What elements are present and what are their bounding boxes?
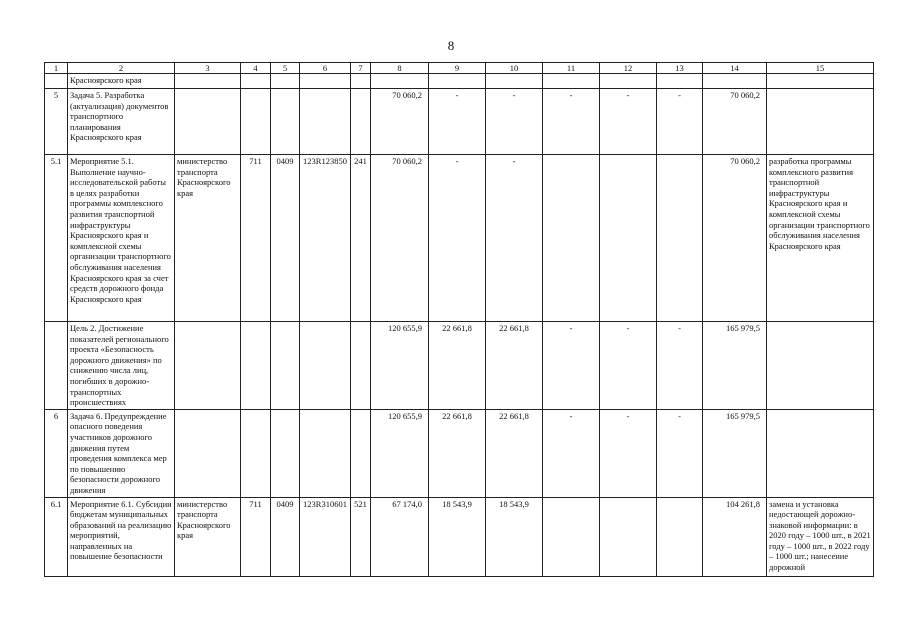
cell-result bbox=[767, 322, 874, 410]
cell-col12: - bbox=[600, 89, 657, 155]
cell-col13 bbox=[657, 155, 703, 322]
header-cell-8: 8 bbox=[371, 63, 429, 74]
table-row-cont bbox=[45, 74, 874, 89]
cell-result bbox=[767, 409, 874, 497]
cell-name: Цель 2. Достижение показателей регионального проекта «Безопасность дорожного движения» по снижению числа лиц, погибших в дорожно-транспортных происшествиях bbox=[68, 322, 175, 410]
cell-result bbox=[767, 89, 874, 155]
cell-num: 5 bbox=[45, 89, 68, 155]
cell-csr bbox=[300, 74, 351, 89]
cell-y2022: - bbox=[486, 155, 543, 322]
header-cell-13: 13 bbox=[657, 63, 703, 74]
cell-y2020: 67 174,0 bbox=[371, 497, 429, 576]
cell-y2021: 18 543,9 bbox=[429, 497, 486, 576]
cell-csr: 123R310601 bbox=[300, 497, 351, 576]
cell-num: 6.1 bbox=[45, 497, 68, 576]
cell-col12 bbox=[600, 74, 657, 89]
cell-y2020: 70 060,2 bbox=[371, 155, 429, 322]
cell-y2020: 120 655,9 bbox=[371, 322, 429, 410]
cell-grbs bbox=[241, 89, 271, 155]
cell-grbs bbox=[241, 322, 271, 410]
cell-col11 bbox=[543, 155, 600, 322]
cell-vr: 521 bbox=[351, 497, 371, 576]
cell-name: Мероприятие 6.1. Субсидии бюджетам муниципальных образований на реализацию мероприятий, направленных на повышение безопасности bbox=[68, 497, 175, 576]
cell-col11 bbox=[543, 497, 600, 576]
cell-rzpr: 0409 bbox=[271, 155, 300, 322]
table-row-m51 bbox=[45, 155, 874, 322]
cell-y2021: 22 661,8 bbox=[429, 409, 486, 497]
cell-grbs: 711 bbox=[241, 497, 271, 576]
cell-name: Задача 6. Предупреждение опасного поведения участников дорожного движения путем проведения комплекса мер по повышению безопасности дорожного движения bbox=[68, 409, 175, 497]
table-row-m61 bbox=[45, 497, 874, 576]
cell-num bbox=[45, 74, 68, 89]
table-row-goal2 bbox=[45, 322, 874, 410]
cell-executor: министерство транспорта Красноярского края bbox=[175, 155, 241, 322]
cell-col13: - bbox=[657, 409, 703, 497]
cell-num: 5.1 bbox=[45, 155, 68, 322]
cell-executor bbox=[175, 409, 241, 497]
cell-col13 bbox=[657, 74, 703, 89]
table-row-task5 bbox=[45, 89, 874, 155]
cell-total: 165 979,5 bbox=[703, 322, 767, 410]
header-cell-14: 14 bbox=[703, 63, 767, 74]
cell-result bbox=[767, 74, 874, 89]
cell-rzpr bbox=[271, 409, 300, 497]
cell-col11 bbox=[543, 74, 600, 89]
cell-result: разработка программы комплексного развития транспортной инфраструктуры Красноярского края и комплексной схемы организации транспортного обслуживания населения Красноярского края bbox=[767, 155, 874, 322]
header-cell-15: 15 bbox=[767, 63, 874, 74]
cell-vr bbox=[351, 409, 371, 497]
cell-name: Задача 5. Разработка (актуализация) документов транспортного планирования Красноярского края bbox=[68, 89, 175, 155]
cell-y2020: 120 655,9 bbox=[371, 409, 429, 497]
cell-total: 70 060,2 bbox=[703, 89, 767, 155]
header-cell-7: 7 bbox=[351, 63, 371, 74]
cell-num bbox=[45, 322, 68, 410]
cell-executor bbox=[175, 322, 241, 410]
cell-vr: 241 bbox=[351, 155, 371, 322]
cell-y2021: 22 661,8 bbox=[429, 322, 486, 410]
header-cell-1: 1 bbox=[45, 63, 68, 74]
cell-col13: - bbox=[657, 322, 703, 410]
cell-col11: - bbox=[543, 409, 600, 497]
cell-col12 bbox=[600, 497, 657, 576]
header-cell-5: 5 bbox=[271, 63, 300, 74]
cell-result: замена и установка недостающей дорожно-знаковой информации: в 2020 году – 1000 шт., в 2021 году – 1000 шт., в 2022 году – 1000 шт.; нанесение дорожной bbox=[767, 497, 874, 576]
cell-name: Красноярского края bbox=[68, 74, 175, 89]
cell-rzpr: 0409 bbox=[271, 497, 300, 576]
cell-rzpr bbox=[271, 74, 300, 89]
cell-grbs bbox=[241, 74, 271, 89]
cell-y2022: - bbox=[486, 89, 543, 155]
table-row-task6 bbox=[45, 409, 874, 497]
cell-name: Мероприятие 5.1. Выполнение научно-исследовательской работы в целях разработки программы комплексного развития транспортной инфраструктуры Красноярского края и комплексной схемы организации транспортного обслуживания населения Красноярского края за счет средств дорожного фонда Красноярского края bbox=[68, 155, 175, 322]
cell-csr bbox=[300, 89, 351, 155]
cell-col12: - bbox=[600, 322, 657, 410]
cell-y2022: 18 543,9 bbox=[486, 497, 543, 576]
cell-col11: - bbox=[543, 89, 600, 155]
cell-rzpr bbox=[271, 89, 300, 155]
cell-executor: министерство транспорта Красноярского края bbox=[175, 497, 241, 576]
cell-rzpr bbox=[271, 322, 300, 410]
cell-col13 bbox=[657, 497, 703, 576]
cell-y2020 bbox=[371, 74, 429, 89]
cell-grbs: 711 bbox=[241, 155, 271, 322]
cell-col11: - bbox=[543, 322, 600, 410]
cell-col12: - bbox=[600, 409, 657, 497]
page-number: 8 bbox=[447, 38, 455, 53]
cell-y2021: - bbox=[429, 155, 486, 322]
cell-y2022 bbox=[486, 74, 543, 89]
header-cell-3: 3 bbox=[175, 63, 241, 74]
cell-total: 165 979,5 bbox=[703, 409, 767, 497]
cell-total bbox=[703, 74, 767, 89]
header-cell-9: 9 bbox=[429, 63, 486, 74]
cell-y2022: 22 661,8 bbox=[486, 409, 543, 497]
cell-vr bbox=[351, 74, 371, 89]
cell-col12 bbox=[600, 155, 657, 322]
cell-y2021 bbox=[429, 74, 486, 89]
cell-csr: 123R123850 bbox=[300, 155, 351, 322]
cell-col13: - bbox=[657, 89, 703, 155]
header-cell-6: 6 bbox=[300, 63, 351, 74]
cell-y2022: 22 661,8 bbox=[486, 322, 543, 410]
header-cell-12: 12 bbox=[600, 63, 657, 74]
cell-csr bbox=[300, 409, 351, 497]
cell-y2021: - bbox=[429, 89, 486, 155]
cell-total: 104 261,8 bbox=[703, 497, 767, 576]
budget-table bbox=[44, 62, 874, 577]
cell-executor bbox=[175, 74, 241, 89]
header-cell-4: 4 bbox=[241, 63, 271, 74]
header-cell-11: 11 bbox=[543, 63, 600, 74]
cell-csr bbox=[300, 322, 351, 410]
header-cell-10: 10 bbox=[486, 63, 543, 74]
cell-grbs bbox=[241, 409, 271, 497]
cell-vr bbox=[351, 322, 371, 410]
header-row bbox=[45, 63, 874, 74]
header-cell-2: 2 bbox=[68, 63, 175, 74]
cell-vr bbox=[351, 89, 371, 155]
cell-num: 6 bbox=[45, 409, 68, 497]
cell-y2020: 70 060,2 bbox=[371, 89, 429, 155]
cell-total: 70 060,2 bbox=[703, 155, 767, 322]
cell-executor bbox=[175, 89, 241, 155]
